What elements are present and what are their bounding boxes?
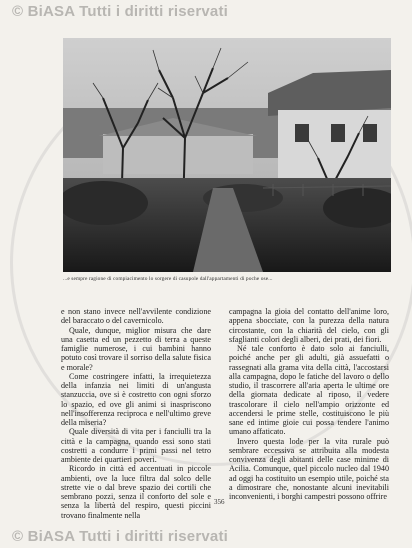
paragraph: Invero questa lode per la vita rurale può sembrare eccessiva se attribuita alla modesta convivenza degli abitanti delle case minime di Acilia. Comunque, quel piccolo nucleo dal 1940 ad oggi ha costituito un esempio utile, poiché sta a dimostrare che, nonostante alcuni inevitabili inconvenienti, i borghi campestri possono offrire [229,436,389,501]
paragraph: Né tale conforto è dato solo ai fanciulli, poiché anche per gli adulti, già assuefatti o rassegnati alla grama vita della città, l'accostarsi alla campagna, dopo le fatiche del lavoro o dello studio, il trascorrere all'aria aperta le ultime ore della giornata dedicate al riposo, il vedere trascolorare il cielo nell'ampio orizzonte ed accendersi le prime stelle, costituiscono le più sane ed intime gioie cui possa tendere l'animo umano affaticato. [229,344,389,437]
page-number: 356 [214,498,225,506]
text-column-left [61,307,211,520]
paragraph: Quale, dunque, miglior misura che dare una casetta ed un pezzetto di terra a queste famiglie numerose, i cui bambini hanno potuto così trovare il sorriso della salute fisica e morale? [61,325,211,372]
figure-photo [63,38,391,272]
paragraph: Come costringere infatti, la irrequietezza della infanzia nei limiti di un'angusta stanzuccia, ove si è costretto con ogni sforzo lo spazio, ed ove gli animi si inaspriscono nell'insofferenza reciproca e nell'ultimo greve della miseria? [61,371,211,427]
watermark-top: © BiASA Tutti i diritti riservati [12,3,229,20]
text-column-right [229,307,389,501]
figure-caption: ...e sempre ragione di compiacimento lo sorgere di casupole dall'appartamenti di poche ose... [63,276,273,282]
paragraph: Quale diversità di vita per i fanciulli tra la città e la campagna, quando essi sono stati costretti a condurre i primi passi nel tetro ambiente dei quartieri poveri. [61,427,211,464]
watermark-bottom: © BiASA Tutti i diritti riservati [12,528,229,545]
paragraph: e non stano invece nell'avvilente condizione del baraccato o del cavernicolo. [61,307,211,326]
paragraph: campagna la gioia del contatto dell'anime loro, appena sbocciate, con la purezza della natura circostante, con la chiarità del cielo, con gli sfaglianti colori degli alberi, dei prati, dei fiori. [229,307,389,344]
paragraph: Ricordo in città ed accentuati in piccole ambienti, ove la luce filtra dal solco delle strette vie o dal breve spazio dei cortili che sembrano pozzi, senza il conforto del sole e senza la libertà del respiro, questi piccini trovano finalmente nella [61,464,211,520]
rural-houses-photo [63,38,391,272]
